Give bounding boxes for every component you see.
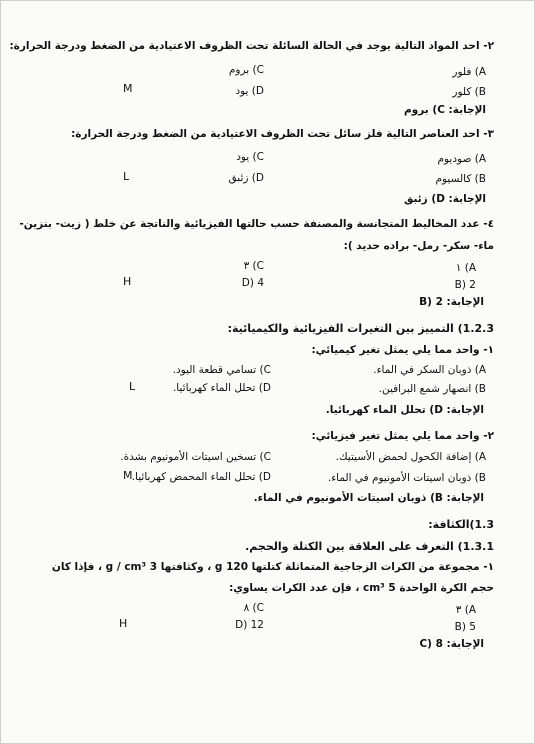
option-d: D) 12	[235, 619, 264, 631]
question-text-line1: ٤- عدد المخاليط المتجانسة والمصنفة حسب حالتها الفيزيائية والناتجة عن خلط ( زيت- بنزين-	[19, 218, 494, 230]
option-b: B) كلور	[452, 86, 486, 98]
answer-text: الإجابة: C) 8	[419, 638, 484, 650]
option-b: B) 2	[454, 279, 476, 291]
option-a: A) ذوبان السكر في الماء.	[373, 364, 486, 376]
answer-text: الإجابة: D) زئبق	[403, 193, 486, 205]
difficulty-level: M	[123, 82, 133, 95]
option-c: C) تسامي قطعة اليود.	[172, 364, 271, 376]
option-c: C) يود	[236, 151, 264, 163]
answer-text: الإجابة: B) ذوبان اسيتات الأمونيوم في الماء.	[253, 492, 484, 504]
option-d: D) يود	[235, 85, 264, 97]
option-a: A) ٣	[455, 604, 476, 616]
section-heading: 1.2.3) التمييز بين التغيرات الفيزيائية والكيميائية:	[227, 322, 494, 335]
question-text: ٢- احد المواد التالية يوجد في الحالة السائلة تحت الظروف الاعتيادية من الضغط ودرجة الحرارة:	[9, 40, 494, 52]
option-c: C) تسخين اسيتات الأمونيوم بشدة.	[120, 451, 271, 463]
option-a: A) ١	[455, 262, 476, 274]
option-c: C) ٣	[243, 260, 264, 272]
option-a: A) إضافة الكحول لحمض الأسيتيك.	[335, 451, 486, 463]
option-a: A) فلور	[452, 66, 486, 78]
question-text: ١- واحد مما يلي يمثل تغير كيميائي:	[311, 344, 494, 356]
section-heading: 1.3)الكثافة:	[428, 518, 494, 531]
difficulty-level: H	[119, 617, 128, 630]
difficulty-level: L	[129, 380, 136, 393]
question-text: ٢- واحد مما يلي يمثل تغير فيزيائي:	[311, 430, 494, 442]
difficulty-level: H	[123, 275, 132, 288]
question-text-line1: ١- مجموعة من الكرات الزجاجية المتماثلة كتلتها 120 g ، وكثافتها 3 g / cm³ ، فإذا كان	[51, 561, 494, 573]
option-d: D) زئبق	[228, 172, 264, 184]
difficulty-level: M	[123, 469, 133, 482]
question-text-line2: حجم الكرة الواحدة 5 cm³ ، فإن عدد الكرات يساوي:	[229, 582, 494, 594]
subsection-heading: 1.3.1) التعرف على العلاقة بين الكتلة والحجم.	[245, 540, 494, 553]
difficulty-level: L	[123, 170, 130, 183]
option-b: B) 5	[454, 621, 476, 633]
option-d: D) تحلل الماء المحمض كهربائيا.	[131, 471, 271, 483]
option-d: D) 4	[241, 277, 264, 289]
question-text-line2: ماء- سكر- رمل- براده حديد ):	[343, 240, 494, 252]
option-b: B) كالسيوم	[435, 173, 486, 185]
question-text: ٣- احد العناصر التالية فلز سائل تحت الظروف الاعتيادية من الضغط ودرجة الحرارة:	[71, 128, 494, 140]
answer-text: الإجابة: B) 2	[419, 296, 484, 308]
option-a: A) صوديوم	[437, 153, 486, 165]
option-b: B) ذوبان اسيتات الأمونيوم في الماء.	[327, 472, 486, 484]
option-c: C) بروم	[228, 64, 264, 76]
option-b: B) انصهار شمع البرافين.	[378, 383, 486, 395]
answer-text: الإجابة: C) بروم	[404, 104, 486, 116]
answer-text: الإجابة: D) تحلل الماء كهربائيا.	[325, 404, 484, 416]
option-c: C) ٨	[243, 602, 264, 614]
option-d: D) تحلل الماء كهربائيا.	[172, 382, 271, 394]
